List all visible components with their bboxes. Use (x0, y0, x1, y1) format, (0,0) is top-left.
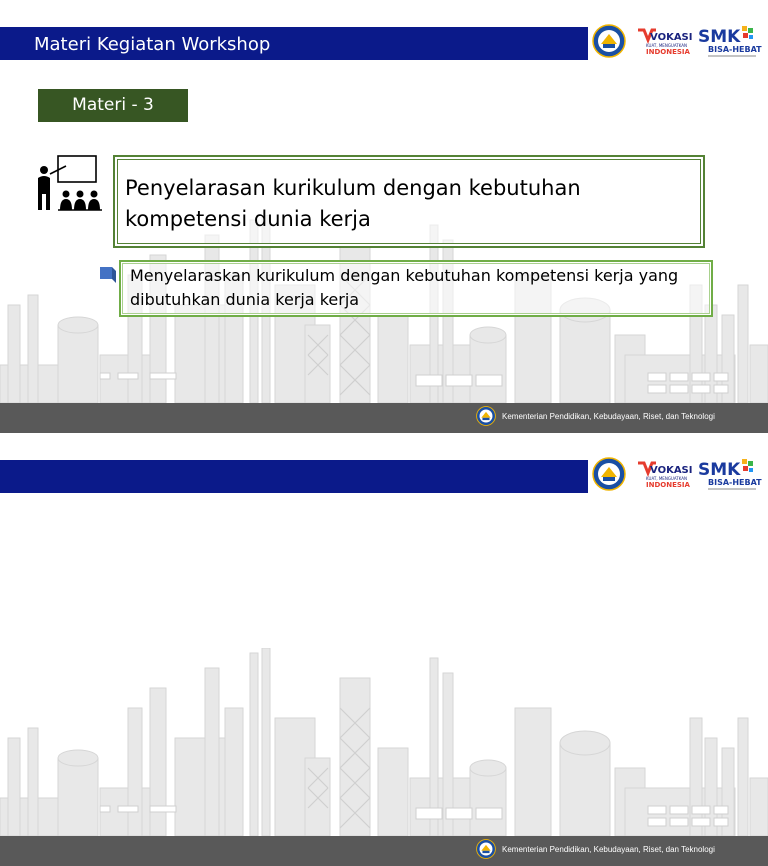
footer-ministry-name: Kementerian Pendidikan, Kebudayaan, Riset, dan Teknologi (502, 412, 715, 421)
slide-2 (0, 433, 768, 866)
vokasi-logo-icon (636, 459, 693, 491)
vokasi-logo-icon (636, 26, 693, 58)
slide-title: Materi Kegiatan Workshop (34, 34, 271, 55)
footer-ministry-name: Kementerian Pendidikan, Kebudayaan, Riset, dan Teknologi (502, 845, 715, 854)
svg-text:BISA-HEBAT: BISA-HEBAT (708, 478, 762, 487)
partner-logos (590, 22, 768, 62)
header-bar (0, 460, 588, 493)
svg-text:INDONESIA: INDONESIA (646, 481, 690, 489)
teacher-icon (36, 154, 104, 212)
footer-kemdikbud-logo-icon (476, 839, 496, 859)
materi-number-badge: Materi - 3 (38, 89, 188, 122)
smk-logo-icon (696, 457, 762, 493)
svg-text:SMK: SMK (698, 27, 741, 47)
topic-title: Penyelarasan kurikulum dengan kebutuhan kompetensi dunia kerja (125, 176, 581, 231)
svg-text:KUAT, MENGUATKAN: KUAT, MENGUATKAN (646, 476, 688, 481)
kemdikbud-logo-icon (592, 24, 626, 58)
svg-text:VOKASI: VOKASI (650, 32, 693, 43)
svg-text:VOKASI: VOKASI (650, 465, 693, 476)
kemdikbud-logo-icon (592, 457, 626, 491)
footer-kemdikbud-logo-icon (476, 406, 496, 426)
factory-skyline-background (0, 648, 768, 836)
svg-text:KUAT, MENGUATKAN: KUAT, MENGUATKAN (646, 43, 688, 48)
bullet-marker-icon (98, 263, 118, 285)
svg-text:SMK: SMK (698, 460, 741, 480)
subpoint-text: Menyelaraskan kurikulum dengan kebutuhan kompetensi kerja yang dibutuhkan dunia kerja kerja (130, 266, 679, 309)
smk-logo-icon (696, 24, 762, 60)
partner-logos (590, 455, 768, 495)
svg-text:INDONESIA: INDONESIA (646, 48, 690, 56)
svg-text:BISA-HEBAT: BISA-HEBAT (708, 45, 762, 54)
